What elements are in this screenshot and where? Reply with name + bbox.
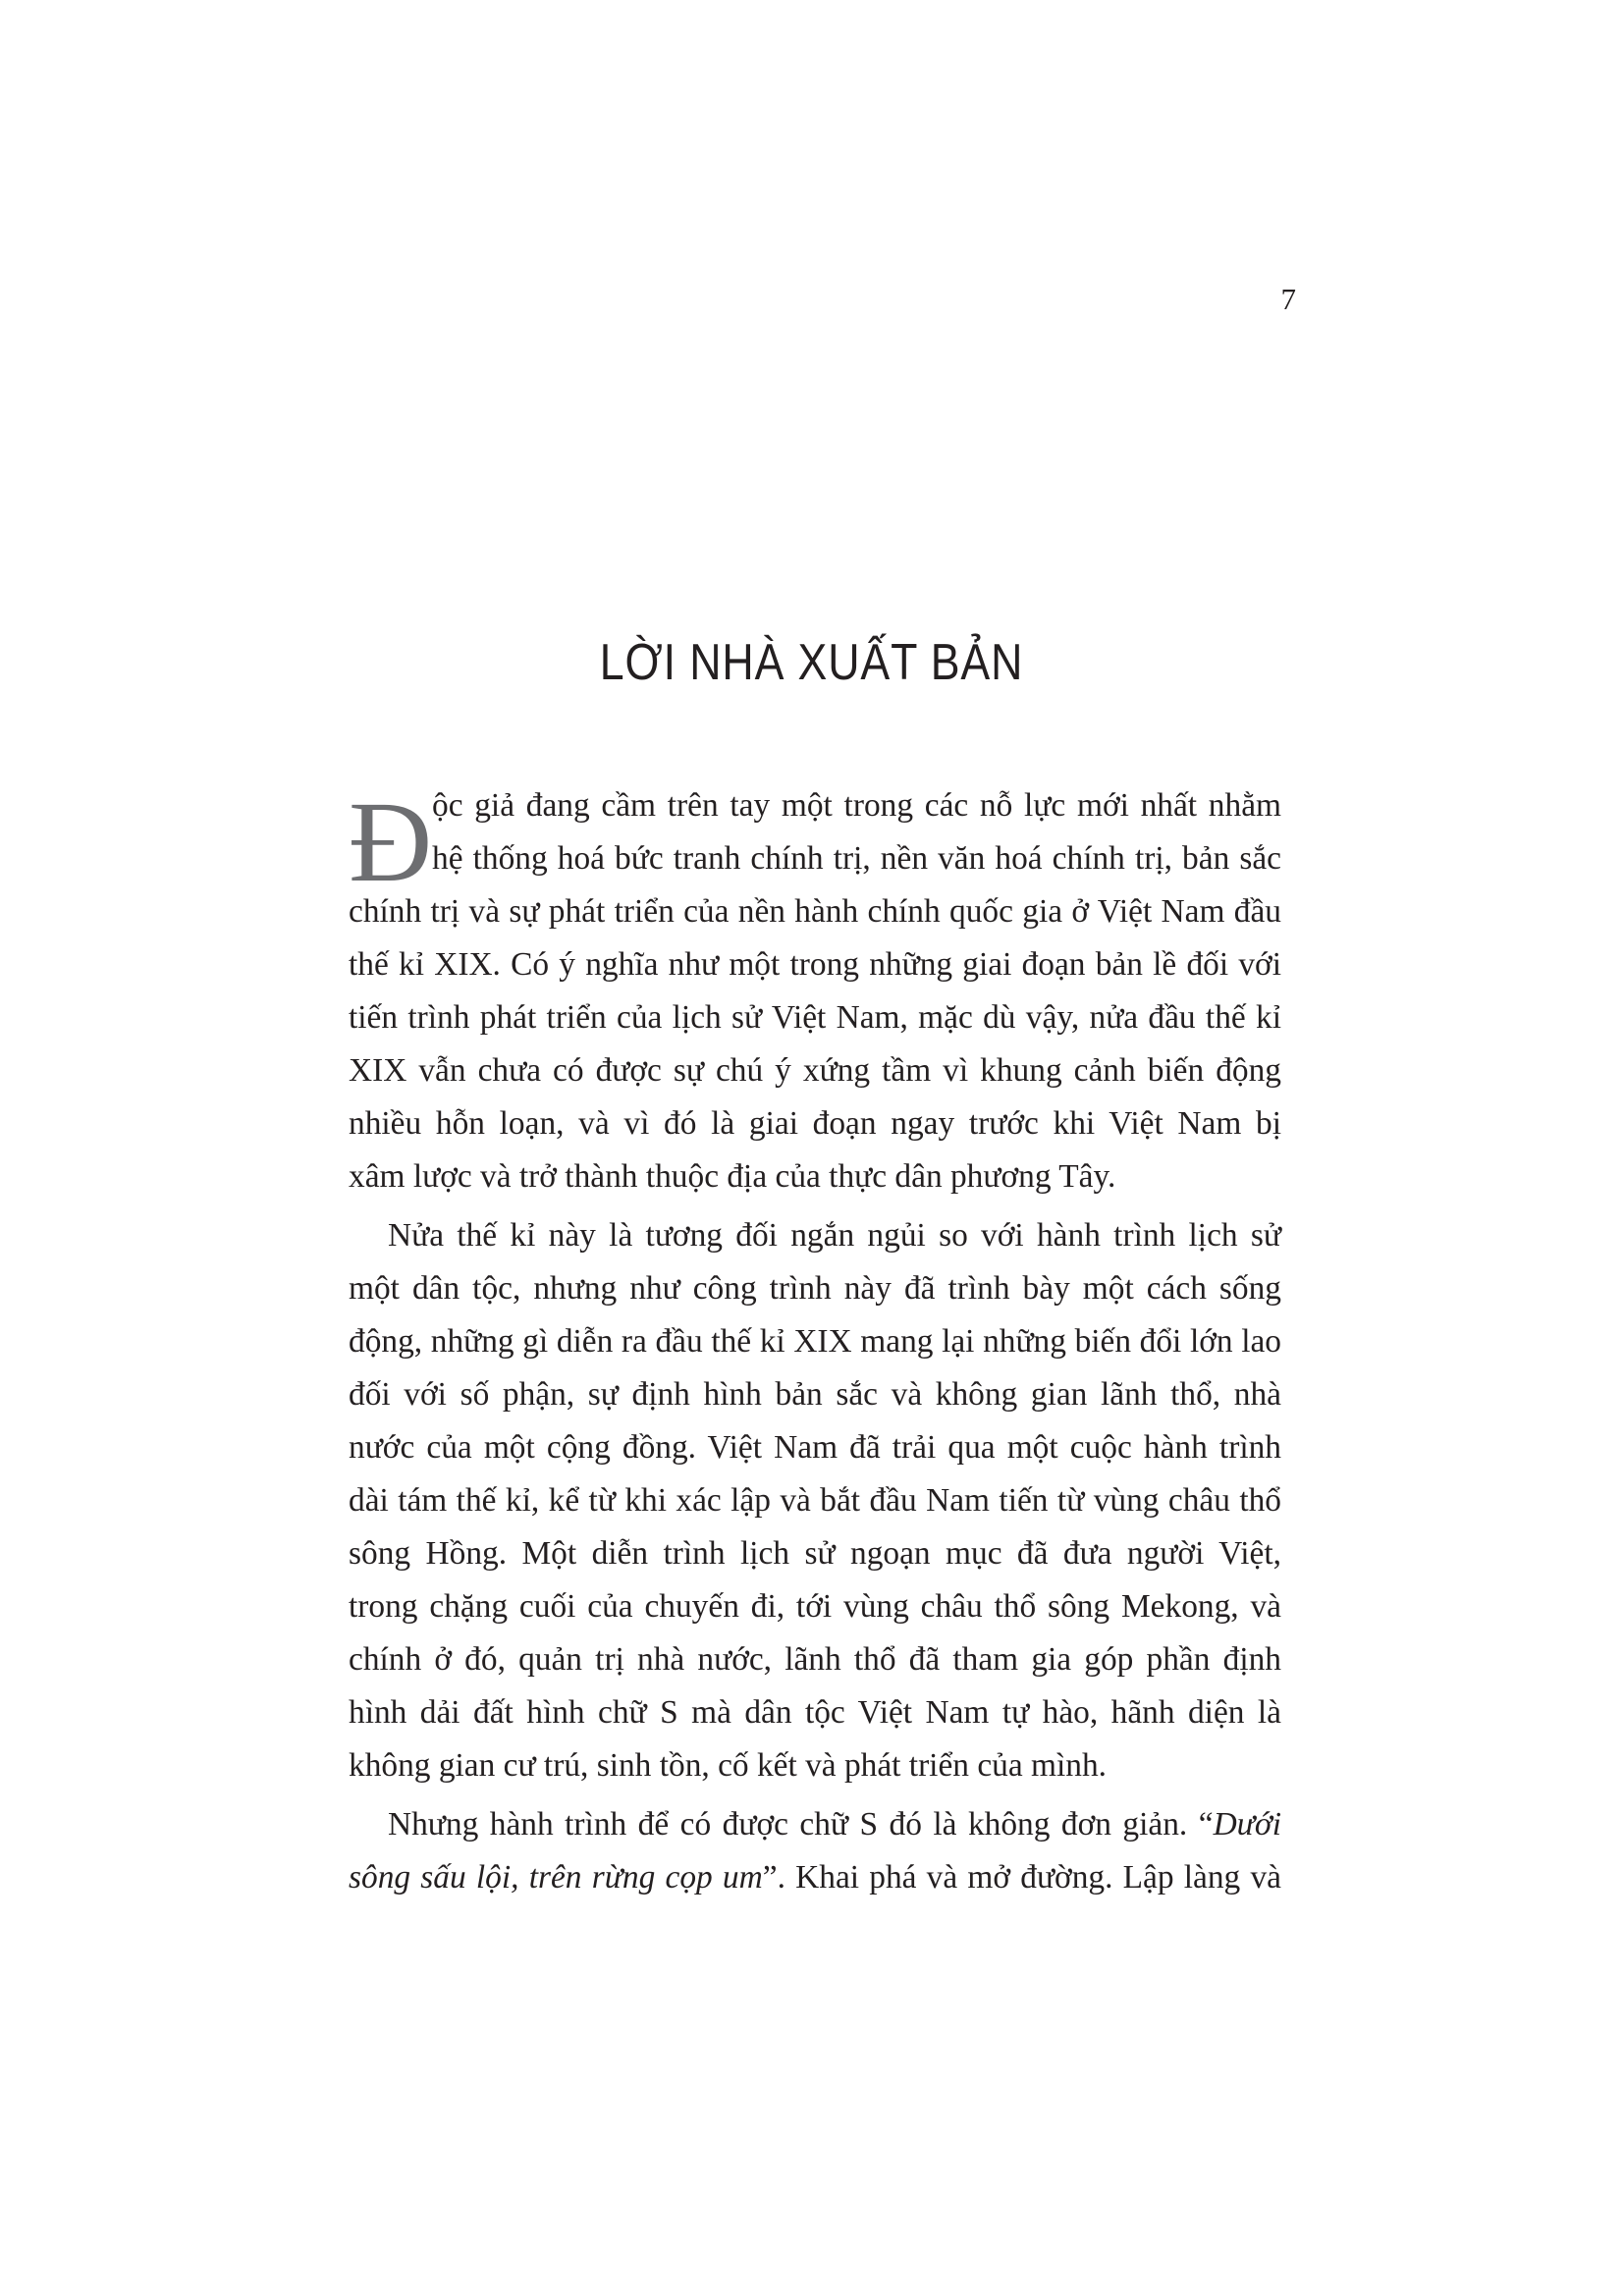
text-run: Nhưng hành trình để có được chữ S đó là không đơn giản. “ (388, 1806, 1214, 1842)
text-line: XIX vẫn chưa có được sự chú ý xứng tầm vì khung cảnh biến động (349, 1052, 1281, 1089)
text-line: xâm lược và trở thành thuộc địa của thực dân phương Tây. (349, 1158, 1116, 1195)
text-run: ”. Khai phá và mở đường. Lập làng và (762, 1859, 1281, 1896)
text-line: Nửa thế kỉ này là tương đối ngắn ngủi so với hành trình lịch sử (388, 1217, 1281, 1254)
text-line: tiến trình phát triển của lịch sử Việt Nam, mặc dù vậy, nửa đầu thế kỉ (349, 999, 1281, 1036)
page-number: 7 (1280, 282, 1296, 316)
text-line (349, 1851, 1281, 1904)
quote-italic: Dưới (1213, 1806, 1281, 1842)
text-line: dài tám thế kỉ, kể từ khi xác lập và bắt đầu Nam tiến từ vùng châu thổ (349, 1482, 1281, 1519)
chapter-title: LỜI NHÀ XUẤT BẢN (599, 634, 1024, 691)
text-line: sông Hồng. Một diễn trình lịch sử ngoạn mục đã đưa người Việt, (349, 1535, 1281, 1572)
text-line: nước của một cộng đồng. Việt Nam đã trải qua một cuộc hành trình (349, 1429, 1281, 1466)
text-line (349, 1798, 1281, 1851)
text-line: động, những gì diễn ra đầu thế kỉ XIX mang lại những biến đổi lớn lao (349, 1323, 1281, 1360)
text-line: đối với số phận, sự định hình bản sắc và không gian lãnh thổ, nhà (349, 1376, 1281, 1413)
text-line: chính ở đó, quản trị nhà nước, lãnh thổ đã tham gia góp phần định (349, 1641, 1281, 1678)
paragraph-3 (349, 1798, 1281, 1904)
text-line: ộc giả đang cầm trên tay một trong các nỗ lực mới nhất nhằm (432, 787, 1281, 824)
paragraph-2 (349, 1209, 1281, 1792)
quote-italic: sông sấu lội, trên rừng cọp um (349, 1859, 763, 1896)
drop-cap: Đ (349, 777, 433, 906)
text-line: không gian cư trú, sinh tồn, cố kết và phát triển của mình. (349, 1747, 1107, 1784)
text-line: nhiều hỗn loạn, và vì đó là giai đoạn ngay trước khi Việt Nam bị (349, 1105, 1281, 1142)
text-line: trong chặng cuối của chuyến đi, tới vùng châu thổ sông Mekong, và (349, 1588, 1281, 1625)
text-line: hệ thống hoá bức tranh chính trị, nền văn hoá chính trị, bản sắc (432, 840, 1281, 877)
text-line: chính trị và sự phát triển của nền hành chính quốc gia ở Việt Nam đầu (349, 893, 1281, 930)
text-line: một dân tộc, nhưng như công trình này đã trình bày một cách sống (349, 1270, 1281, 1307)
text-line: hình dải đất hình chữ S mà dân tộc Việt Nam tự hào, hãnh diện là (349, 1694, 1281, 1731)
text-line: thế kỉ XIX. Có ý nghĩa như một trong những giai đoạn bản lề đối với (349, 946, 1281, 983)
body-text (349, 779, 1281, 1904)
paragraph-1 (349, 779, 1281, 1203)
